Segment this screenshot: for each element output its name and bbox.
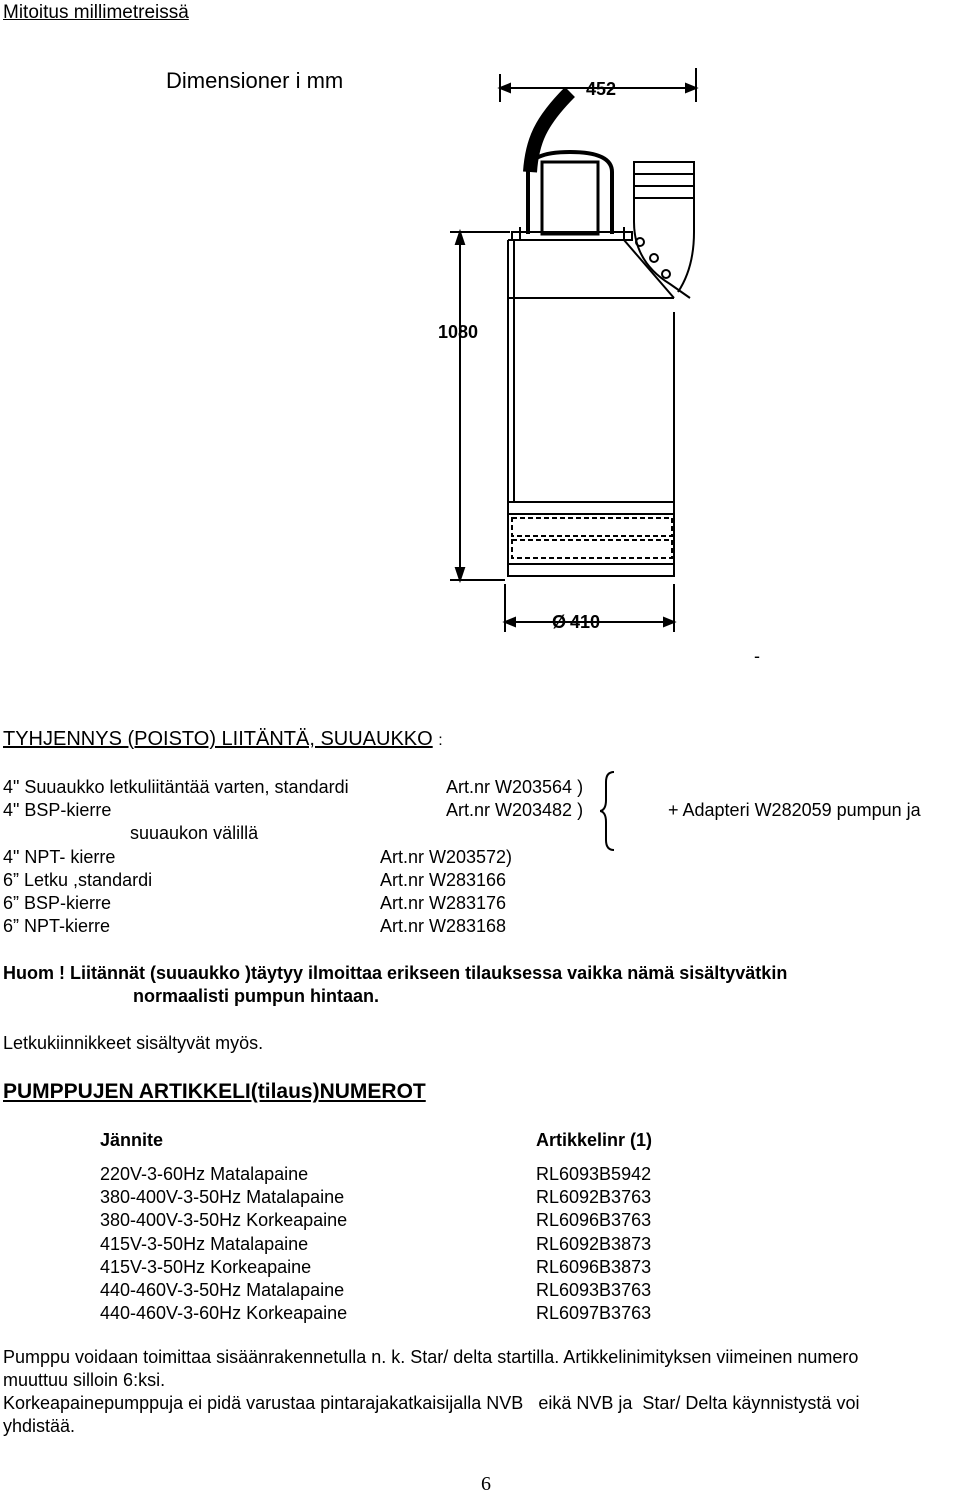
pump-voltage: 440-460V-3-60Hz Korkeapaine xyxy=(100,1303,348,1323)
outlet-item-art: Art.nr W283166 xyxy=(380,870,507,890)
outlet-item-desc: 4" NPT- kierre xyxy=(3,847,116,867)
outlet-item-art: Art.nr W283176 xyxy=(380,893,507,913)
outlet-item-art: Art.nr W203564 ) xyxy=(446,777,584,797)
outlet-item-art: Art.nr W203482 ) xyxy=(446,800,584,820)
pump-voltage: 440-460V-3-50Hz Matalapaine xyxy=(100,1280,345,1300)
note-line-3: Letkukiinnikkeet sisältyvät myös. xyxy=(3,1033,264,1053)
dash-mark: - xyxy=(754,646,760,666)
outlet-item-desc: 6” BSP-kierre xyxy=(3,893,112,913)
submersible-pump-drawing-icon xyxy=(420,62,720,642)
adapter-note: + Adapteri W282059 pumpun ja xyxy=(668,800,921,820)
page-heading: Mitoitus millimetreissä xyxy=(3,2,189,23)
dimension-height-label: 1080 xyxy=(438,322,479,342)
outlet-item-desc: 4" BSP-kierre xyxy=(3,800,112,820)
pump-voltage: 415V-3-50Hz Matalapaine xyxy=(100,1234,309,1254)
pump-article: RL6096B3763 xyxy=(536,1210,652,1230)
column-header-article: Artikkelinr (1) xyxy=(536,1130,653,1150)
outlet-title-text: TYHJENNYS (POISTO) LIITÄNTÄ, SUUAUKKO xyxy=(3,728,433,750)
pump-article: RL6092B3763 xyxy=(536,1187,652,1207)
footer-paragraph-2: Korkeapainepumppuja ei pidä varustaa pintarajakatkaisijalla NVB eikä NVB ja Star/ Delta käynnistystä voi xyxy=(3,1393,860,1413)
outlet-item-art: Art.nr W283168 xyxy=(380,916,507,936)
diameter-symbol: Ø xyxy=(552,612,567,632)
pump-article: RL6093B5942 xyxy=(536,1164,652,1184)
note-line-2: normaalisti pumpun hintaan. xyxy=(133,986,380,1006)
pump-article: RL6097B3763 xyxy=(536,1303,652,1323)
column-header-voltage: Jännite xyxy=(100,1130,164,1150)
outlet-title-colon: : xyxy=(438,732,443,749)
dimension-diameter-label: 410 xyxy=(570,612,601,632)
footer-paragraph-2-cont: yhdistää. xyxy=(3,1416,76,1436)
footer-paragraph-1: Pumppu voidaan toimittaa sisäänrakennetulla n. k. Star/ delta startilla. Artikkelinimityksen viimeinen numero xyxy=(3,1347,859,1367)
note-line-1: Huom ! Liitännät (suuaukko )täytyy ilmoittaa erikseen tilauksessa vaikka nämä sisältyvätkin xyxy=(3,963,788,983)
page-number: 6 xyxy=(481,1473,491,1495)
pumps-title: PUMPPUJEN ARTIKKELI(tilaus)NUMEROT xyxy=(3,1080,426,1103)
adapter-note-continued: suuaukon välillä xyxy=(130,823,259,843)
brace-icon xyxy=(600,770,660,852)
footer-paragraph-1-cont: muuttuu silloin 6:ksi. xyxy=(3,1370,166,1390)
pump-voltage: 380-400V-3-50Hz Matalapaine xyxy=(100,1187,345,1207)
pump-voltage: 220V-3-60Hz Matalapaine xyxy=(100,1164,309,1184)
page-subheading: Dimensioner i mm xyxy=(166,68,344,93)
outlet-item-desc: 6” Letku ,standardi xyxy=(3,870,153,890)
dimension-width-label: 452 xyxy=(586,79,617,99)
pump-article: RL6092B3873 xyxy=(536,1234,652,1254)
outlet-item-desc: 4" Suuaukko letkuliitäntää varten, standardi xyxy=(3,777,349,797)
pump-voltage: 415V-3-50Hz Korkeapaine xyxy=(100,1257,312,1277)
outlet-item-art: Art.nr W203572) xyxy=(380,847,513,867)
pump-article: RL6093B3763 xyxy=(536,1280,652,1300)
outlet-title xyxy=(3,728,443,751)
outlet-item-desc: 6” NPT-kierre xyxy=(3,916,111,936)
pump-voltage: 380-400V-3-50Hz Korkeapaine xyxy=(100,1210,348,1230)
pump-article: RL6096B3873 xyxy=(536,1257,652,1277)
